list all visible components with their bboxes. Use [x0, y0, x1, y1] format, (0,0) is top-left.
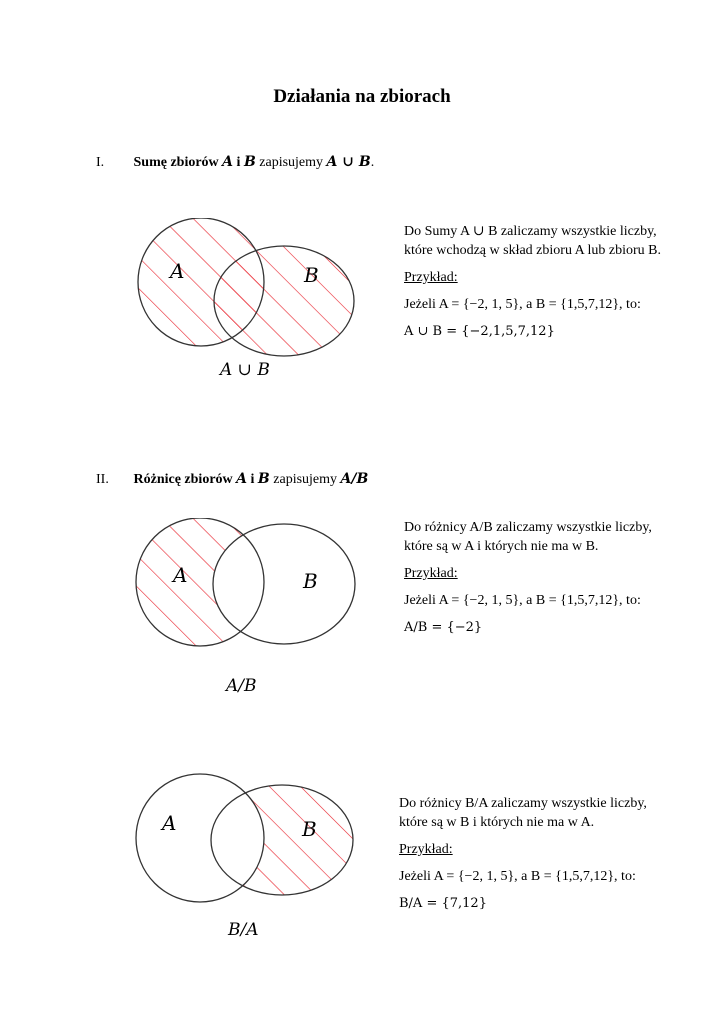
section-2-number: II. — [96, 472, 109, 487]
section-1-heading-i: i — [236, 155, 241, 170]
section-2-description — [404, 518, 694, 637]
section-3-result: B/A = {7,12} — [399, 896, 487, 911]
section-2-result: A/B = {−2} — [404, 620, 483, 635]
section-1-heading-bold: Sumę zbiorów — [133, 155, 219, 170]
venn-b-minus-a — [130, 772, 366, 914]
section-2-heading-rest: zapisujemy — [273, 472, 338, 487]
section-2-desc-2: które są w A i których nie ma w B. — [404, 539, 599, 554]
section-1-example-label: Przykład: — [404, 270, 458, 285]
section-1-heading — [96, 154, 374, 171]
section-2-example-line: Jeżeli A = {−2, 1, 5}, a B = {1,5,7,12}, to: — [404, 593, 641, 608]
page-title: Działania na zbiorach — [273, 86, 451, 107]
section-2-heading-i: i — [250, 472, 255, 487]
section-1-desc-1: Do Sumy A ∪ B zaliczamy wszystkie liczby, — [404, 224, 657, 239]
section-1-number: I. — [96, 155, 105, 170]
section-3-description — [399, 794, 689, 913]
section-1-example-line: Jeżeli A = {−2, 1, 5}, a B = {1,5,7,12}, to: — [404, 297, 641, 312]
venn-label-a: A — [173, 563, 188, 587]
section-1-desc-2: które wchodzą w skład zbioru A lub zbioru B. — [404, 243, 662, 258]
section-1-heading-expr: A ∪ B — [326, 154, 371, 170]
venn-label-a: A — [170, 259, 185, 283]
venn-a-minus-b — [130, 518, 366, 658]
section-3-example-line: Jeżeli A = {−2, 1, 5}, a B = {1,5,7,12}, to: — [399, 869, 636, 884]
section-1-result: A ∪ B = {−2,1,5,7,12} — [404, 324, 555, 339]
venn-caption-a-minus-b: A/B — [226, 676, 257, 696]
section-2-heading-b: B — [257, 471, 270, 487]
section-3-desc-1: Do różnicy B/A zaliczamy wszystkie liczby, — [399, 796, 647, 811]
venn-label-b: B — [304, 263, 319, 287]
venn-caption-union: A ∪ B — [220, 360, 270, 380]
section-2-heading — [96, 471, 368, 488]
venn-union — [130, 218, 366, 358]
venn-label-b: B — [302, 817, 317, 841]
section-2-heading-bold: Różnicę zbiorów — [133, 472, 233, 487]
section-1-heading-rest: zapisujemy — [259, 155, 324, 170]
venn-label-b: B — [303, 569, 318, 593]
venn-caption-b-minus-a: B/A — [228, 920, 259, 940]
section-2-example-label: Przykład: — [404, 566, 458, 581]
section-1-heading-b: B — [243, 154, 256, 170]
section-1-heading-end: . — [370, 155, 375, 170]
b-minus-a-region — [130, 772, 366, 914]
venn-label-a: A — [162, 811, 177, 835]
section-2-heading-expr: A/B — [340, 471, 369, 487]
section-2-desc-1: Do różnicy A/B zaliczamy wszystkie liczby, — [404, 520, 652, 535]
section-3-example-label: Przykład: — [399, 842, 453, 857]
section-1-heading-a: A — [222, 154, 234, 170]
section-1-description — [404, 222, 694, 341]
section-2-heading-a: A — [236, 471, 248, 487]
section-3-desc-2: które są w B i których nie ma w A. — [399, 815, 595, 830]
